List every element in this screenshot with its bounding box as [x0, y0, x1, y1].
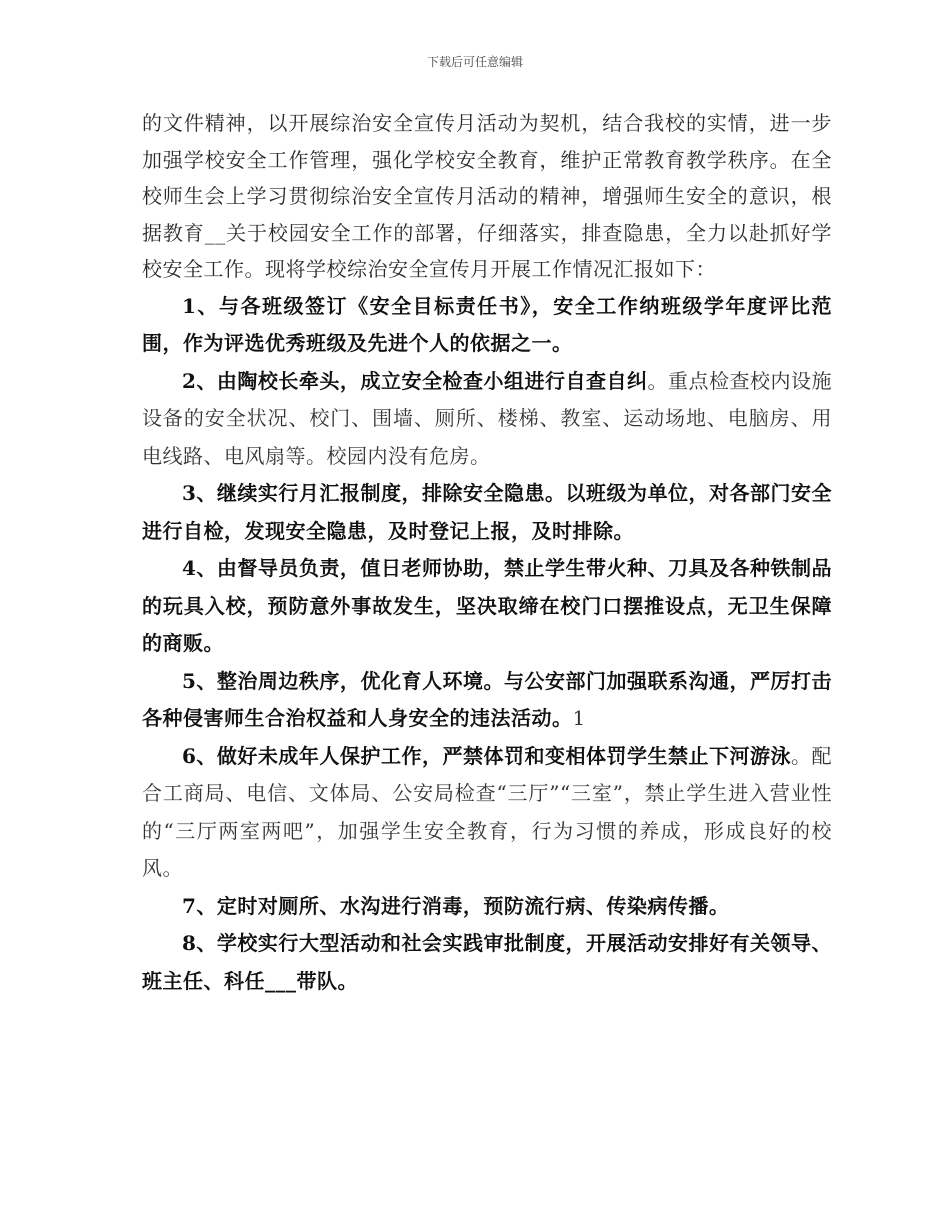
item-2-bold-text: 2、由陶校长牵头，成立安全检查小组进行自查自纠 — [182, 368, 648, 393]
document-body — [142, 105, 832, 1000]
page-header: 下载后可任意编辑 — [426, 55, 523, 69]
list-item-4 — [142, 550, 832, 663]
list-item-7 — [142, 888, 832, 926]
item-6-normal-text: 。配合工商局、电信、文体局、公安局检查“三厅”“三室”，禁止学生进入营业性的“三厅两室两吧”，加强学生安全教育，行为习惯的养成，形成良好的校风。 — [142, 743, 833, 880]
intro-paragraph: 的文件精神，以开展综治安全宣传月活动为契机，结合我校的实情，进一步加强学校安全工作管理，强化学校安全教育，维护正常教育教学秩序。在全校师生会上学习贯彻综治安全宣传月活动的精神，增强师生安全的意识，根据教育__关于校园安全工作的部署，仔细落实，排查隐患，全力以赴抓好学校安全工作。现将学校综治安全宣传月开展工作情况汇报如下： — [142, 111, 832, 281]
list-item-2 — [142, 363, 832, 476]
item-4-bold-text: 4、由督导员负责，值日老师协助，禁止学生带火种、刀具及各种铁制品的玩具入校，预防意外事故发生，坚决取缔在校门口摆推设点，无卫生保障的商贩。 — [142, 556, 832, 655]
item-5-normal-text: 1 — [572, 706, 586, 730]
list-item-3 — [142, 475, 832, 550]
item-6-bold-text: 6、做好未成年人保护工作，严禁体罚和变相体罚学生禁止下河游泳 — [182, 743, 791, 768]
item-5-bold-text: 5、整治周边秩序，优化育人环境。与公安部门加强联系沟通，严厉打击各种侵害师生合治权益和人身安全的违法活动。 — [142, 668, 832, 730]
item-2-normal-text: 。重点检查校内设施设备的安全状况、校门、围墙、厕所、楼梯、教室、运动场地、电脑房、用电线路、电风扇等。校园内没有危房。 — [142, 368, 833, 468]
list-item-8 — [142, 925, 832, 1000]
item-8-bold-text: 8、学校实行大型活动和社会实践审批制度，开展活动安排好有关领导、班主任、科任___带队。 — [142, 931, 832, 993]
list-item-6 — [142, 738, 832, 888]
item-7-bold-text: 7、定时对厕所、水沟进行消毒，预防流行病、传染病传播。 — [182, 893, 730, 918]
item-1-bold-text: 1、与各班级签订《安全目标责任书》，安全工作纳班级学年度评比范围，作为评选优秀班级及先进个人的依据之一。 — [142, 293, 832, 355]
item-3-bold-text: 3、继续实行月汇报制度，排除安全隐患。以班级为单位，对各部门安全进行自检，发现安全隐患，及时登记上报，及时排除。 — [142, 481, 832, 543]
list-item-1 — [142, 288, 832, 363]
list-item-5 — [142, 663, 832, 738]
